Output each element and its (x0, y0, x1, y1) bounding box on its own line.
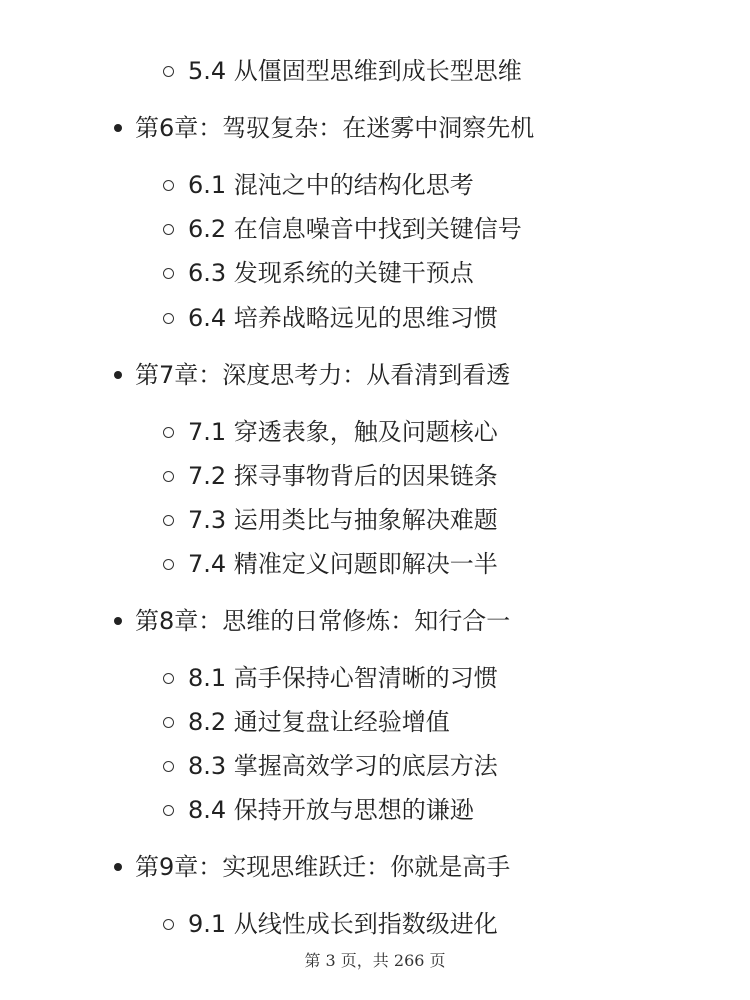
toc-chapter-text: 第6章：驾驭复杂：在迷雾中洞察先机 (135, 114, 535, 142)
toc-section-text: 8.3 掌握高效学习的底层方法 (188, 752, 498, 780)
toc-section-item (188, 165, 474, 205)
toc-chapter-text: 第7章：深度思考力：从看清到看透 (135, 361, 511, 389)
hollow-bullet-icon (163, 515, 174, 526)
hollow-bullet-icon (163, 66, 174, 77)
toc-section-text: 6.3 发现系统的关键干预点 (188, 259, 474, 287)
toc-section-item (188, 702, 450, 742)
toc-section-item (188, 790, 474, 830)
toc-section-text: 7.3 运用类比与抽象解决难题 (188, 506, 498, 534)
toc-chapter-text: 第8章：思维的日常修炼：知行合一 (135, 607, 511, 635)
toc-section-item (188, 209, 522, 249)
toc-section-item (188, 253, 474, 293)
toc-section-text: 6.1 混沌之中的结构化思考 (188, 171, 474, 199)
toc-section-item (188, 904, 498, 944)
hollow-bullet-icon (163, 805, 174, 816)
toc-section-item (188, 456, 498, 496)
toc-chapter-item (135, 847, 510, 887)
toc-section-text: 7.2 探寻事物背后的因果链条 (188, 462, 498, 490)
toc-section-item (188, 500, 498, 540)
toc-chapter-text: 第9章：实现思维跃迁：你就是高手 (135, 853, 511, 881)
toc-section-text: 8.2 通过复盘让经验增值 (188, 708, 450, 736)
toc-section-text: 5.4 从僵固型思维到成长型思维 (188, 57, 522, 85)
toc-chapter-item (135, 355, 510, 395)
filled-bullet-icon (114, 617, 122, 625)
filled-bullet-icon (114, 863, 122, 871)
toc-section-item (188, 412, 498, 452)
toc-section-item (188, 298, 498, 338)
toc-section-item (188, 544, 498, 584)
toc-section-text: 9.1 从线性成长到指数级进化 (188, 910, 498, 938)
toc-chapter-item (135, 601, 510, 641)
toc-section-item (188, 51, 522, 91)
toc-section-text: 7.4 精准定义问题即解决一半 (188, 550, 498, 578)
hollow-bullet-icon (163, 471, 174, 482)
hollow-bullet-icon (163, 559, 174, 570)
toc-section-text: 7.1 穿透表象，触及问题核心 (188, 418, 498, 446)
toc-section-item (188, 746, 498, 786)
filled-bullet-icon (114, 124, 122, 132)
hollow-bullet-icon (163, 313, 174, 324)
hollow-bullet-icon (163, 673, 174, 684)
hollow-bullet-icon (163, 268, 174, 279)
hollow-bullet-icon (163, 427, 174, 438)
toc-section-text: 8.4 保持开放与思想的谦逊 (188, 796, 474, 824)
hollow-bullet-icon (163, 717, 174, 728)
hollow-bullet-icon (163, 919, 174, 930)
hollow-bullet-icon (163, 180, 174, 191)
toc-chapter-item (135, 108, 534, 148)
filled-bullet-icon (114, 371, 122, 379)
page-number-footer: 第 3 页，共 266 页 (304, 951, 446, 970)
toc-section-text: 6.4 培养战略远见的思维习惯 (188, 304, 498, 332)
toc-section-item (188, 658, 498, 698)
hollow-bullet-icon (163, 761, 174, 772)
toc-section-text: 6.2 在信息噪音中找到关键信号 (188, 215, 522, 243)
toc-section-text: 8.1 高手保持心智清晰的习惯 (188, 664, 498, 692)
hollow-bullet-icon (163, 224, 174, 235)
